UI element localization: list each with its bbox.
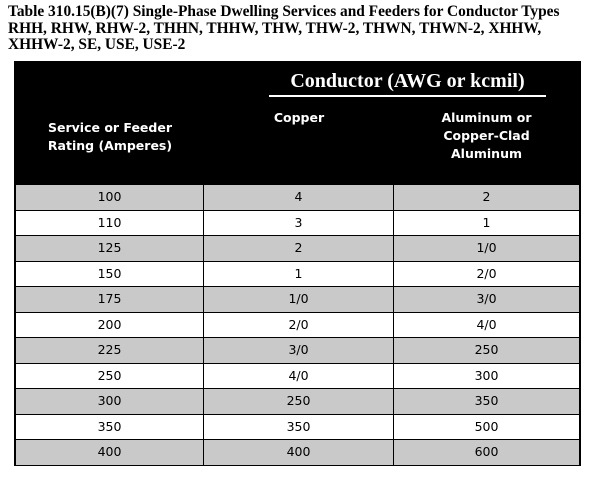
- caption-line-1: Table 310.15(B)(7) Single-Phase Dwelling Services and Feeders for Conductor Types: [8, 3, 560, 20]
- group-underline: [269, 95, 546, 97]
- column-header-rating: Service or Feeder Rating (Amperes): [47, 120, 173, 153]
- rating-cell: 300: [16, 389, 204, 415]
- table-body: [16, 185, 579, 466]
- rating-cell: 400: [16, 440, 204, 466]
- aluminum-cell: 1: [394, 211, 579, 237]
- copper-cell: 250: [204, 389, 394, 415]
- table-row: [16, 262, 579, 288]
- aluminum-cell: 500: [394, 415, 579, 441]
- column-header-aluminum: Aluminum or Copper-Clad Aluminum: [441, 110, 532, 161]
- table-row: [16, 364, 579, 390]
- table-row: [16, 211, 579, 237]
- rating-cell: 250: [16, 364, 204, 390]
- copper-cell: 1: [204, 262, 394, 288]
- aluminum-cell: 1/0: [394, 236, 579, 262]
- copper-cell: 400: [204, 440, 394, 466]
- aluminum-cell: 2: [394, 185, 579, 211]
- table-header: [16, 63, 579, 185]
- copper-cell: 3: [204, 211, 394, 237]
- rating-cell: 150: [16, 262, 204, 288]
- conductor-group-label: Conductor (AWG or kcmil): [290, 70, 525, 92]
- aluminum-cell: 250: [394, 338, 579, 364]
- column-header-copper: Copper: [273, 110, 325, 125]
- aluminum-cell: 4/0: [394, 313, 579, 339]
- table-row: [16, 338, 579, 364]
- aluminum-cell: 2/0: [394, 262, 579, 288]
- copper-cell: 3/0: [204, 338, 394, 364]
- aluminum-cell: 600: [394, 440, 579, 466]
- aluminum-cell: 3/0: [394, 287, 579, 313]
- table-row: [16, 440, 579, 466]
- rating-cell: 110: [16, 211, 204, 237]
- caption-line-2: RHH, RHW, RHW-2, THHN, THHW, THW, THW-2, THWN, THWN-2, XHHW,: [8, 19, 542, 37]
- table-row: [16, 415, 579, 441]
- table-row: [16, 389, 579, 415]
- copper-cell: 2: [204, 236, 394, 262]
- table-row: [16, 185, 579, 211]
- copper-cell: 350: [204, 415, 394, 441]
- copper-cell: 2/0: [204, 313, 394, 339]
- aluminum-cell: 300: [394, 364, 579, 390]
- table-row: [16, 287, 579, 313]
- caption-line-3: XHHW-2, SE, USE, USE-2: [8, 36, 186, 53]
- rating-cell: 200: [16, 313, 204, 339]
- copper-cell: 4/0: [204, 364, 394, 390]
- conductor-table: [14, 61, 581, 466]
- rating-cell: 100: [16, 185, 204, 211]
- aluminum-cell: 350: [394, 389, 579, 415]
- table-caption: [8, 4, 594, 54]
- table-row: [16, 236, 579, 262]
- table-row: [16, 313, 579, 339]
- rating-cell: 125: [16, 236, 204, 262]
- rating-cell: 350: [16, 415, 204, 441]
- rating-cell: 225: [16, 338, 204, 364]
- copper-cell: 4: [204, 185, 394, 211]
- copper-cell: 1/0: [204, 287, 394, 313]
- rating-cell: 175: [16, 287, 204, 313]
